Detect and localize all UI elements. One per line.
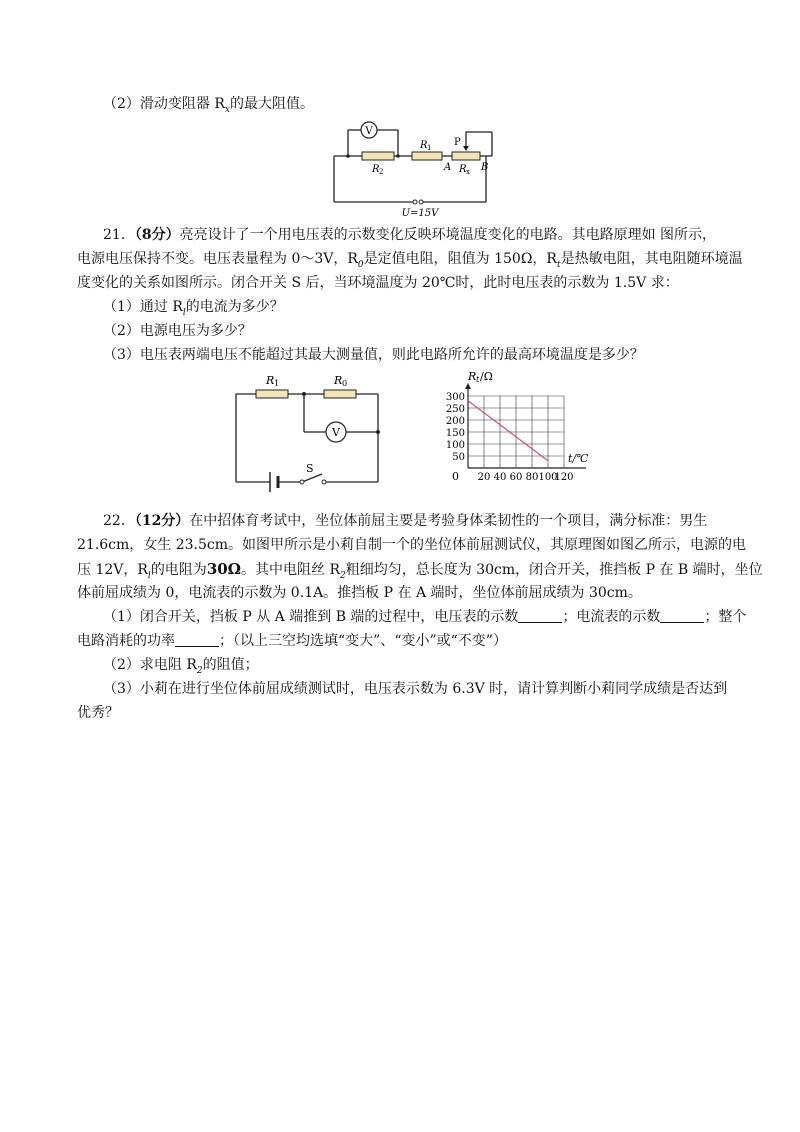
q22-part1 xyxy=(103,607,747,627)
q22-number: 22． xyxy=(103,513,135,529)
supply-label: U=15V xyxy=(401,208,439,218)
graph-ylabel-unit: /Ω xyxy=(480,370,493,383)
resistor-r0 xyxy=(324,390,356,398)
x-tick-label: 40 xyxy=(493,472,507,483)
q21-line2-e: 是热敏电阻，其电阻随环境温 xyxy=(560,251,743,267)
y-tick-label: 150 xyxy=(445,428,465,439)
q22-line3-g: 粗细均匀，总长度为 30cm，闭合开关，推挡板 P 在 B 端时，坐位 xyxy=(345,562,763,578)
y-tick-label: 200 xyxy=(445,416,465,427)
graph-origin-label: 0 xyxy=(452,470,459,483)
answer-blank-3[interactable] xyxy=(175,632,219,647)
y-axis-arrow-icon xyxy=(465,383,471,389)
q22-part3: （3）小莉在进行坐位体前屈成绩测试时，电压表示数为 6.3V 时，请计算判断小莉同学成绩是否达到 xyxy=(103,681,728,697)
q21-score: （8分） xyxy=(134,227,180,243)
r1-label-sub: 1 xyxy=(427,144,432,152)
resistor-r1 xyxy=(412,152,442,160)
q21-number: 21． xyxy=(103,227,135,243)
q22-line1 xyxy=(103,511,730,531)
q22-line3-e: 。其中电阻丝 R xyxy=(241,562,341,578)
q22-part2-b: 2 xyxy=(196,665,203,676)
q21-part1-b: l xyxy=(182,307,186,318)
r1-label: R xyxy=(420,140,428,151)
graph-ylabel-sub: t xyxy=(476,375,480,384)
q22-part1-c: ；整个 xyxy=(704,609,747,625)
q21-part1-a: （1）通过 R xyxy=(103,299,183,315)
circuit-figure-1 xyxy=(320,118,500,218)
fig2-r0-label: R xyxy=(334,374,343,387)
q22-score: （12分） xyxy=(134,513,190,529)
q21-part3: （3）电压表两端电压不能超过其最大测量值，则此电路所允许的最高环境温度是多少？ xyxy=(103,347,644,363)
r2-label-sub: 2 xyxy=(379,168,384,176)
q21-line2-b: 0 xyxy=(357,259,364,270)
switch-label: S xyxy=(306,462,314,475)
q22-line3-a: 压 12V，R xyxy=(77,562,148,578)
q22-part2 xyxy=(103,655,730,681)
resistance-temperature-graph xyxy=(428,368,608,492)
q21-line3: 度变化的关系如图所示。闭合开关 S 后，当环境温度为 20℃时，此时电压表的示数为 1.5V 求： xyxy=(77,275,679,291)
q22-part2-a: （2）求电阻 R xyxy=(103,657,197,673)
b-label: B xyxy=(481,162,489,173)
q22-part1-a: （1）闭合开关，挡板 P 从 A 端推到 B 端的过程中，电压表的示数 xyxy=(103,609,519,625)
q22-line3-b: l xyxy=(147,570,151,581)
q21-line2-d: t xyxy=(556,259,561,270)
q22-part2-c: 的阻值； xyxy=(202,657,259,673)
data-series-line xyxy=(468,401,548,461)
fig2-r1-label: R xyxy=(266,374,275,387)
x-tick-label: 120 xyxy=(554,472,574,483)
answer-blank-1[interactable] xyxy=(518,608,562,623)
resistor-r1-fig2 xyxy=(256,390,288,398)
q22-line3-f: 2 xyxy=(340,570,346,581)
q21-part2: （2）电源电压为多少？ xyxy=(103,323,252,339)
q20-part2-end: 的最大阻值。 xyxy=(229,96,314,112)
q21-part1-c: 的电流为多少？ xyxy=(185,299,284,315)
q22-part1-line2-a: 电路消耗的功率 xyxy=(77,633,175,649)
q22-part1-line2-b: ；（以上三空均选填“变大”、“变小”或“不变”） xyxy=(219,633,507,649)
q21-line2-c: 是定值电阻，阻值为 150Ω，R xyxy=(363,251,557,267)
r2-label: R xyxy=(372,164,380,175)
x-tick-label: 20 xyxy=(477,472,491,483)
q21-line2-a: 电源电压保持不变。电压表量程为 0～3V，R xyxy=(77,251,358,267)
x-tick-label: 80 xyxy=(525,472,539,483)
p-label: P xyxy=(454,137,461,148)
rx-label-sub: x xyxy=(466,168,470,176)
q21-line1 xyxy=(103,225,730,245)
q22-line4: 体前屈成绩为 0，电流表的示数为 0.1A。推挡板 P 在 A 端时，坐位体前屈成绩为 30cm。 xyxy=(77,585,642,601)
q22-line3-c: 的电阻为 xyxy=(150,562,207,578)
q22-part1-b: ；电流表的示数 xyxy=(562,609,661,625)
resistor-rx xyxy=(452,152,480,160)
q21-line2 xyxy=(77,249,743,275)
fig2-r1-sub: 1 xyxy=(274,379,280,388)
y-tick-label: 250 xyxy=(445,404,465,415)
x-tick-label: 100 xyxy=(538,472,558,483)
q22-line2: 21.6cm，女生 23.5cm。如图甲所示是小莉自制一个的坐位体前屈测试仪，其原理图如图乙所示，电源的电 xyxy=(77,537,747,553)
graph-ylabel: R xyxy=(468,370,477,383)
q22-line3 xyxy=(77,559,763,586)
q22-part3-line2: 优秀？ xyxy=(77,705,119,721)
a-label: A xyxy=(444,162,452,173)
fig2-r0-sub: 0 xyxy=(342,379,348,388)
graph-xlabel: t/℃ xyxy=(568,452,589,465)
q21-part1 xyxy=(103,297,730,323)
y-tick-label: 50 xyxy=(452,452,465,463)
q22-part1-line2 xyxy=(77,631,730,651)
voltmeter-label: V xyxy=(365,126,373,137)
q20-part2 xyxy=(103,94,730,120)
resistor-r2 xyxy=(362,152,394,160)
rx-label: R xyxy=(459,164,467,175)
circuit-figure-2 xyxy=(230,370,390,498)
q22-text1: 在中招体育考试中，坐位体前屈主要是考验身体柔韧性的一个项目，满分标准：男生 xyxy=(189,513,708,529)
q21-text1: 亮亮设计了一个用电压表的示数变化反映环境温度变化的电路。其电路原理如 图所示， xyxy=(179,227,717,243)
x-tick-label: 60 xyxy=(509,472,523,483)
answer-blank-2[interactable] xyxy=(660,608,704,623)
y-tick-label: 300 xyxy=(445,392,465,403)
q20-part2-text: （2）滑动变阻器 R xyxy=(103,96,225,112)
q22-line3-d: 30Ω xyxy=(206,560,242,578)
y-tick-label: 100 xyxy=(445,440,465,451)
q20-part2-sub: x xyxy=(224,104,230,115)
fig2-voltmeter-label: V xyxy=(332,426,340,439)
